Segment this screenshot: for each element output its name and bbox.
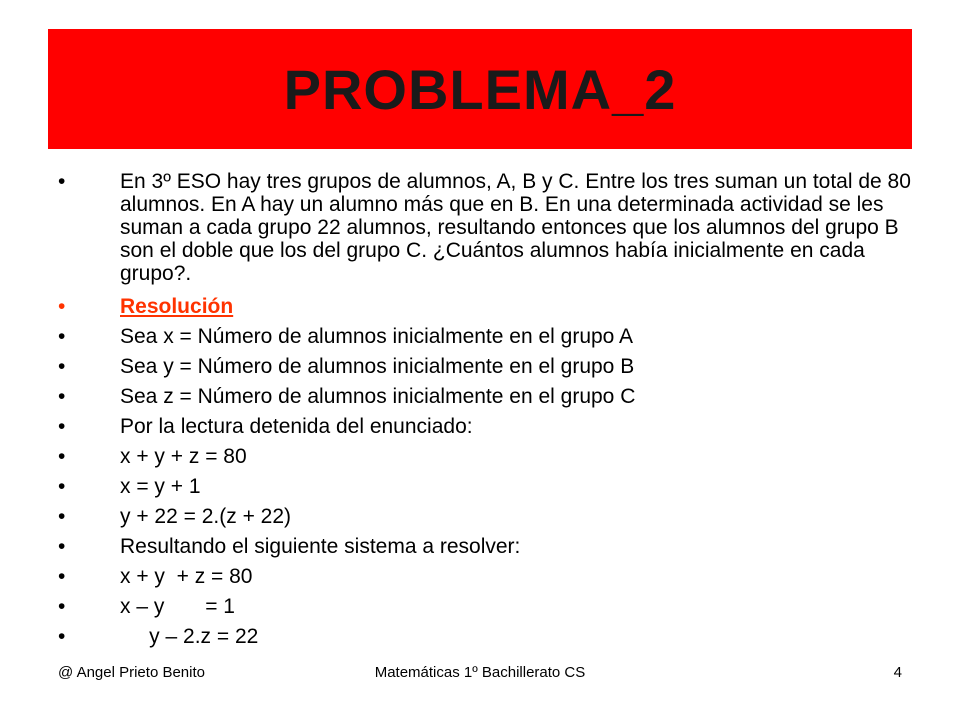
footer-page-number: 4 xyxy=(893,664,902,681)
list-item-text: Resultando el siguiente sistema a resolver: xyxy=(120,535,521,558)
list-item xyxy=(58,595,918,618)
list-item xyxy=(58,415,918,438)
list-item xyxy=(58,385,918,408)
list-item-text: x + y + z = 80 xyxy=(120,445,247,468)
list-item-text: Por la lectura detenida del enunciado: xyxy=(120,415,473,438)
bullet-icon: • xyxy=(58,535,66,558)
resolution-heading-text: Resolución xyxy=(120,295,234,318)
bullet-icon: • xyxy=(58,295,66,318)
problem-statement xyxy=(58,170,918,285)
list-item-text: y + 22 = 2.(z + 22) xyxy=(120,505,292,528)
bullet-icon: • xyxy=(58,505,66,528)
problem-statement-text: En 3º ESO hay tres grupos de alumnos, A, B y C. Entre los tres suman un total de 80 alumnos. En A hay un alumno más que en B. En una determinada actividad se les suman a cada grupo 22 alumnos, resultando entonces que los alumnos del grupo B son el doble que los del grupo C. ¿Cuántos alumnos había inicialmente en cada grupo?. xyxy=(120,170,911,285)
list-item-text: Sea y = Número de alumnos inicialmente en el grupo B xyxy=(120,355,635,378)
list-item xyxy=(58,535,918,558)
bullet-icon: • xyxy=(58,415,66,438)
slide-content-list xyxy=(58,170,918,655)
bullet-icon: • xyxy=(58,625,66,648)
list-item xyxy=(58,625,918,648)
list-item xyxy=(58,325,918,348)
title-banner xyxy=(48,29,912,149)
bullet-icon: • xyxy=(58,445,66,468)
list-item-text: x = y + 1 xyxy=(120,475,201,498)
bullet-icon: • xyxy=(58,565,66,588)
list-item xyxy=(58,565,918,588)
list-item-text: Sea x = Número de alumnos inicialmente en el grupo A xyxy=(120,325,634,348)
bullet-icon: • xyxy=(58,385,66,408)
list-item-text: y – 2.z = 22 xyxy=(120,625,259,648)
footer-course: Matemáticas 1º Bachillerato CS xyxy=(374,664,586,681)
list-item xyxy=(58,505,918,528)
resolution-heading xyxy=(58,295,918,318)
bullet-icon: • xyxy=(58,325,66,348)
footer-author: @ Angel Prieto Benito xyxy=(58,664,205,681)
list-item-text: x – y = 1 xyxy=(120,595,235,618)
bullet-icon: • xyxy=(58,475,66,498)
slide-footer xyxy=(0,664,960,686)
slide-title: PROBLEMA_2 xyxy=(283,57,677,121)
list-item-text: Sea z = Número de alumnos inicialmente en el grupo C xyxy=(120,385,636,408)
bullet-icon: • xyxy=(58,595,66,618)
list-item-text: x + y + z = 80 xyxy=(120,565,253,588)
list-item xyxy=(58,355,918,378)
list-item xyxy=(58,475,918,498)
bullet-icon: • xyxy=(58,355,66,378)
list-item xyxy=(58,445,918,468)
bullet-icon: • xyxy=(58,170,66,193)
